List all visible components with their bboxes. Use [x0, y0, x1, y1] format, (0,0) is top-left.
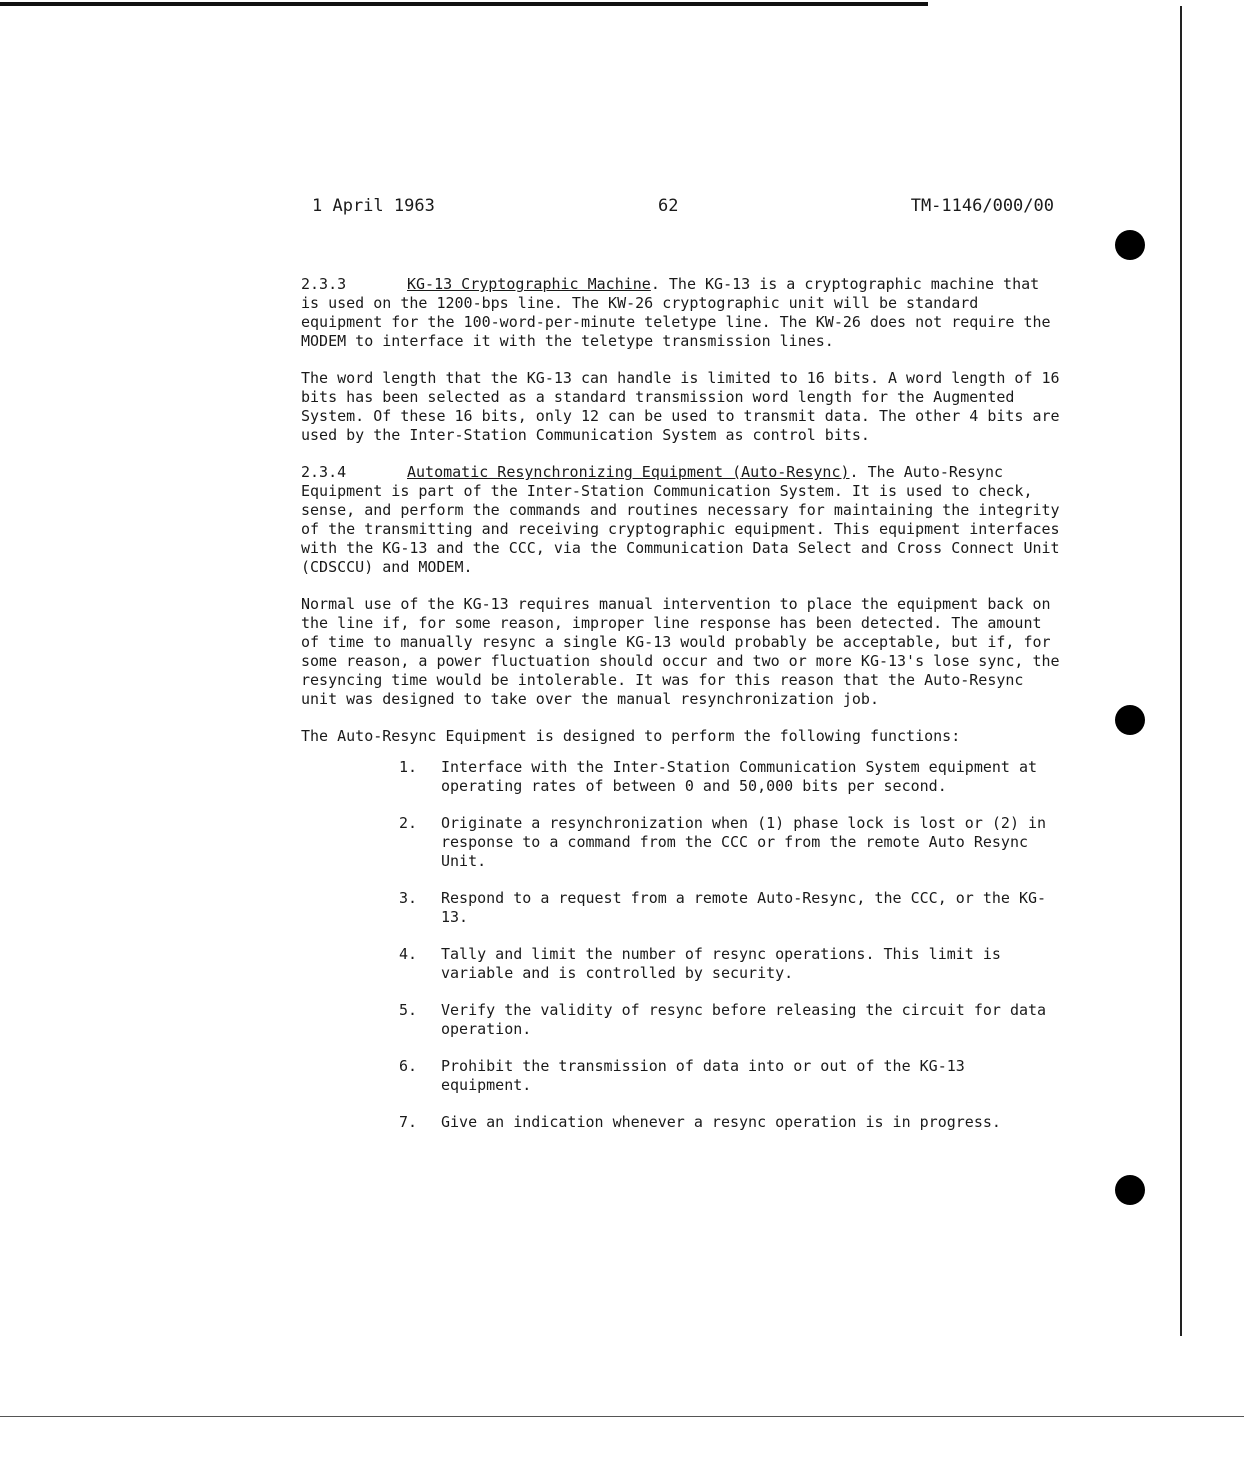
header-date: 1 April 1963: [312, 196, 435, 216]
section-title: Automatic Resynchronizing Equipment (Auto-Resync): [407, 463, 850, 481]
list-item: [301, 1001, 1061, 1039]
section-body: . The Auto-Resync Equipment is part of the Inter-Station Communication System. It is used to check, sense, and perform the commands and routines necessary for maintaining the integrity of the transmitting and receiving cryptographic equipment. This equipment interfaces with the KG-13 and the CCC, via the Communication Data Select and Cross Connect Unit (CDSCCU) and MODEM.: [301, 463, 1060, 576]
paragraph-word-length: The word length that the KG-13 can handle is limited to 16 bits. A word length of 16 bits has been selected as a standard transmission word length for the Augmented System. Of these 16 bits, only 12 can be used to transmit data. The other 4 bits are used by the Inter-Station Communication System as control bits.: [301, 369, 1060, 444]
section-2-3-4: [301, 463, 1061, 577]
scan-edge-right: [1180, 6, 1182, 1336]
list-item: [301, 758, 1061, 796]
list-item-text: Prohibit the transmission of data into or out of the KG-13 equipment.: [441, 1057, 965, 1094]
list-item-text: Give an indication whenever a resync operation is in progress.: [441, 1113, 1001, 1131]
functions-list: [301, 758, 1061, 1132]
punch-hole-middle: [1115, 705, 1145, 735]
paragraph-functions-intro: The Auto-Resync Equipment is designed to perform the following functions:: [301, 727, 961, 745]
list-item-text: Interface with the Inter-Station Communication System equipment at operating rates of between 0 and 50,000 bits per second.: [441, 758, 1038, 795]
paragraph-normal-use: Normal use of the KG-13 requires manual intervention to place the equipment back on the line if, for some reason, improper line response has been detected. The amount of time to manually resync a single KG-13 would probably be acceptable, but if, for some reason, a power fluctuation should occur and two or more KG-13's lose sync, the resyncing time would be intolerable. It was for this reason that the Auto-Resync unit was designed to take over the manual resynchronization job.: [301, 595, 1060, 708]
list-item-number: 6.: [399, 1057, 418, 1075]
list-item: [301, 1057, 1061, 1095]
section-2-3-3: [301, 275, 1061, 351]
section-number: 2.3.4: [301, 463, 347, 481]
list-item-text: Tally and limit the number of resync operations. This limit is variable and is controlled by security.: [441, 945, 1001, 982]
list-item-number: 3.: [399, 889, 418, 907]
page-body: [301, 275, 1061, 1150]
list-item-number: 5.: [399, 1001, 418, 1019]
list-item: [301, 1113, 1061, 1132]
list-item: [301, 945, 1061, 983]
document-id: TM-1146/000/00: [910, 196, 1054, 216]
list-item-number: 4.: [399, 945, 418, 963]
list-item-number: 2.: [399, 814, 418, 832]
section-number: 2.3.3: [301, 275, 347, 293]
list-item-number: 1.: [399, 758, 418, 776]
section-title: KG-13 Cryptographic Machine: [407, 275, 651, 293]
section-body: . The KG-13 is a cryptographic machine that is used on the 1200-bps line. The KW-26 cryptographic unit will be standard equipment for the 100-word-per-minute teletype line. The KW-26 does not require the MODEM to interface it with the teletype transmission lines.: [301, 275, 1051, 350]
list-item-text: Respond to a request from a remote Auto-Resync, the CCC, or the KG-13.: [441, 889, 1047, 926]
page-header: [312, 196, 1054, 222]
punch-hole-top: [1115, 230, 1145, 260]
page-number: 62: [658, 196, 679, 216]
list-item-number: 7.: [399, 1113, 418, 1131]
list-item: [301, 814, 1061, 871]
scan-edge-top: [0, 2, 928, 6]
list-item-text: Originate a resynchronization when (1) phase lock is lost or (2) in response to a command from the CCC or from the remote Auto Resync Unit.: [441, 814, 1047, 870]
punch-hole-bottom: [1115, 1175, 1145, 1205]
list-item-text: Verify the validity of resync before releasing the circuit for data operation.: [441, 1001, 1047, 1038]
scan-edge-bottom: [0, 1416, 1244, 1417]
list-item: [301, 889, 1061, 927]
